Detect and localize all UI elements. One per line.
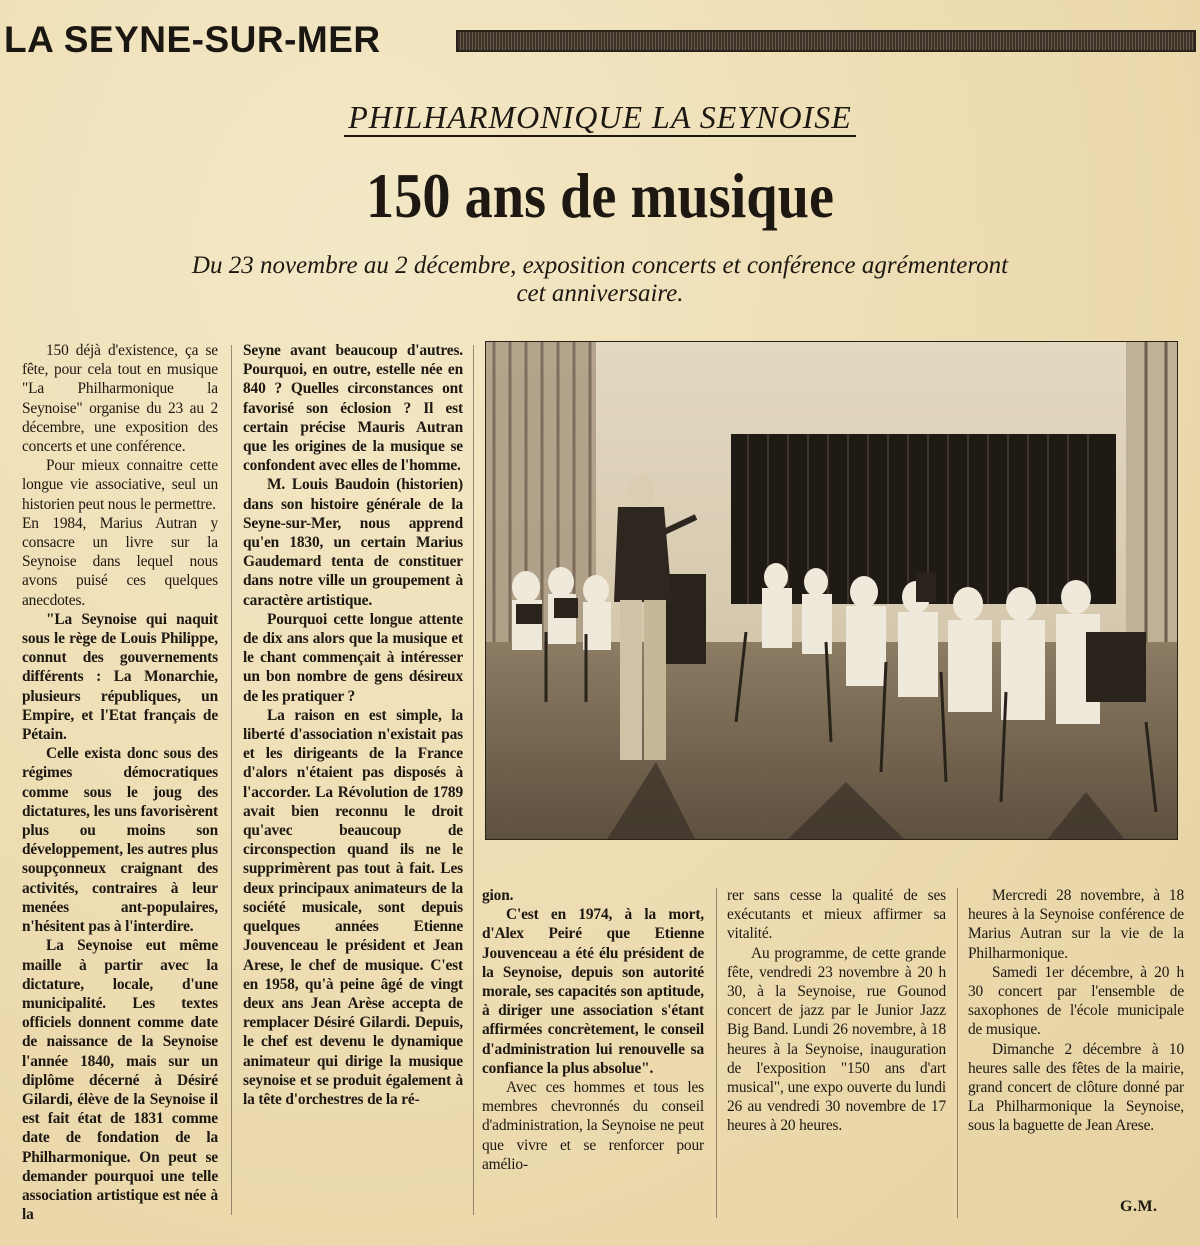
column-rule (957, 888, 958, 1218)
author-signature: G.M. (1120, 1198, 1158, 1215)
column-rule (473, 345, 474, 1215)
article-kicker (0, 96, 1200, 138)
paragraph: gion. (482, 887, 514, 904)
section-rule (456, 30, 1196, 52)
paragraph: Seyne avant beaucoup d'autres. Pourquoi, en outre, estelle née en 840 ? Quelles circonstances ont favorisé son éclosion ? Il est certain précise Mauris Autran que les origines de la musique se confondent avec elles de l'homme. (243, 342, 463, 475)
article-column-1 (22, 341, 218, 1224)
standfirst-line-1: Du 23 novembre au 2 décembre, exposition concerts et conférence agrémenteront (191, 252, 1009, 279)
paragraph: rer sans cesse la qualité de ses exécutants et mieux affirmer sa vitalité. (727, 887, 946, 943)
paragraph: Au programme, de cette grande fête, vendredi 23 novembre à 20 h 30, à la Seynoise, rue Gounod concert de jazz par le Junior Jazz Big Band. Lundi 26 novembre, à 18 heures à la Seynoise, inauguration de l'exposition "150 ans d'art musical", une expo ouverte du lundi 26 au vendredi 30 novembre de 17 heures à 20 heures. (727, 944, 946, 1135)
paragraph: C'est en 1974, à la mort, d'Alex Peiré que Etienne Jouvenceau a été élu président de la Seynoise, depuis son autorité morale, ses capacités son aptitude, à diriger une association s'étant affirmées concrètement, le conseil d'administration lui renouvelle sa confiance la plus absolue". (482, 906, 704, 1077)
paragraph: Pour mieux connaitre cette longue vie associative, seul un historien peut nous le permettre. (22, 457, 218, 513)
article-column-2 (243, 341, 463, 1109)
paragraph: "La Seynoise qui naquit sous le rège de Louis Philippe, connut des gouvernements différents : La Monarchie, plusieurs républiques, un Empire, et l'Etat français de Pétain. (22, 610, 218, 744)
article-standfirst (100, 252, 1100, 308)
paragraph: M. Louis Baudoin (historien) dans son histoire générale de la Seyne-sur-Mer, nous apprend qu'en 1830, un certain Marius Gaudemard tenta de constituer dans notre ville un groupement à caractère artistique. (243, 476, 463, 609)
photo-image (486, 342, 1178, 840)
paragraph: Dimanche 2 décembre à 10 heures salle des fêtes de la mairie, grand concert de clôture donné par La Philharmonique la Seynoise, sous la baguette de Jean Arese. (968, 1040, 1184, 1135)
article-column-3 (482, 886, 704, 1174)
section-title: LA SEYNE-SUR-MER (4, 19, 381, 60)
column-rule (716, 888, 717, 1218)
article-column-5 (968, 886, 1184, 1136)
paragraph: Mercredi 28 novembre, à 18 heures à la Seynoise conférence de Marius Autran sur la vie de la Philharmonique. (968, 887, 1184, 962)
article-headline: 150 ans de musique (366, 160, 834, 231)
standfirst-line-2: cet anniversaire. (516, 280, 684, 307)
paragraph: 150 déjà d'existence, ça se fête, pour cela tout en musique "La Philharmonique la Seynoise" organise du 23 au 2 décembre, une exposition des concerts et une conférence. (22, 342, 218, 456)
column-rule (231, 345, 232, 1215)
paragraph: En 1984, Marius Autran y consacre un livre sur la Seynoise dans lequel nous avons puisé ces quelques anecdotes. (22, 514, 218, 609)
paragraph: Avec ces hommes et tous les membres chevronnés du conseil d'administration, la Seynoise ne peut que vivre et se renforcer pour amélio- (482, 1079, 704, 1173)
paragraph: La raison en est simple, la liberté d'association n'existait pas et les dirigeants de la France d'alors n'étaient pas disposés à l'accorder. La Révolution de 1789 avait bien reconnu le droit qu'avec beaucoup de circonspection quand ils ne le supprimèrent pas tout à fait. Les deux principaux animateurs de la société musicale, sont depuis quelques années Etienne Jouvenceau le président et Jean Arese, le chef de musique. C'est en 1958, qu'à peine âgé de vingt deux ans Jean Arèse accepta de remplacer Désiré Gilardi. Depuis, le chef est devenu le dynamique animateur qui dirige la musique seynoise et se produit également à la tête d'orchestres de la ré- (243, 706, 463, 1108)
paragraph: Celle exista donc sous des régimes démocratiques comme sous le joug des dictatures, les uns favorisèrent plus ou moins son développement, les autres plus soupçonneux craignant des activités, contraires à leur menées ant-populaires, n'hésitent pas à l'interdire. (22, 745, 218, 936)
paragraph: Pourquoi cette longue attente de dix ans alors que la musique et le chant commençait à intéresser un bon nombre de gens désireux de les pratiquer ? (243, 610, 463, 705)
band-concert-photo (485, 341, 1178, 840)
kicker-text: PHILHARMONIQUE LA SEYNOISE (344, 99, 856, 137)
article-column-4 (727, 886, 946, 1136)
paragraph: Samedi 1er décembre, à 20 h 30 concert par l'ensemble de saxophones de l'école municipale de musique. (968, 963, 1184, 1039)
paragraph: La Seynoise eut même maille à partir avec la dictature, locale, d'une municipalité. Les textes officiels donnent comme date de naissance de la Seynoise l'année 1840, mais sur un diplôme décerné à Désiré Gilardi, élève de la Seynoise il est fait état de 1831 comme date de fondation de la Philharmonique. On peut se demander pourquoi une telle association artistique est née à la (22, 937, 218, 1224)
